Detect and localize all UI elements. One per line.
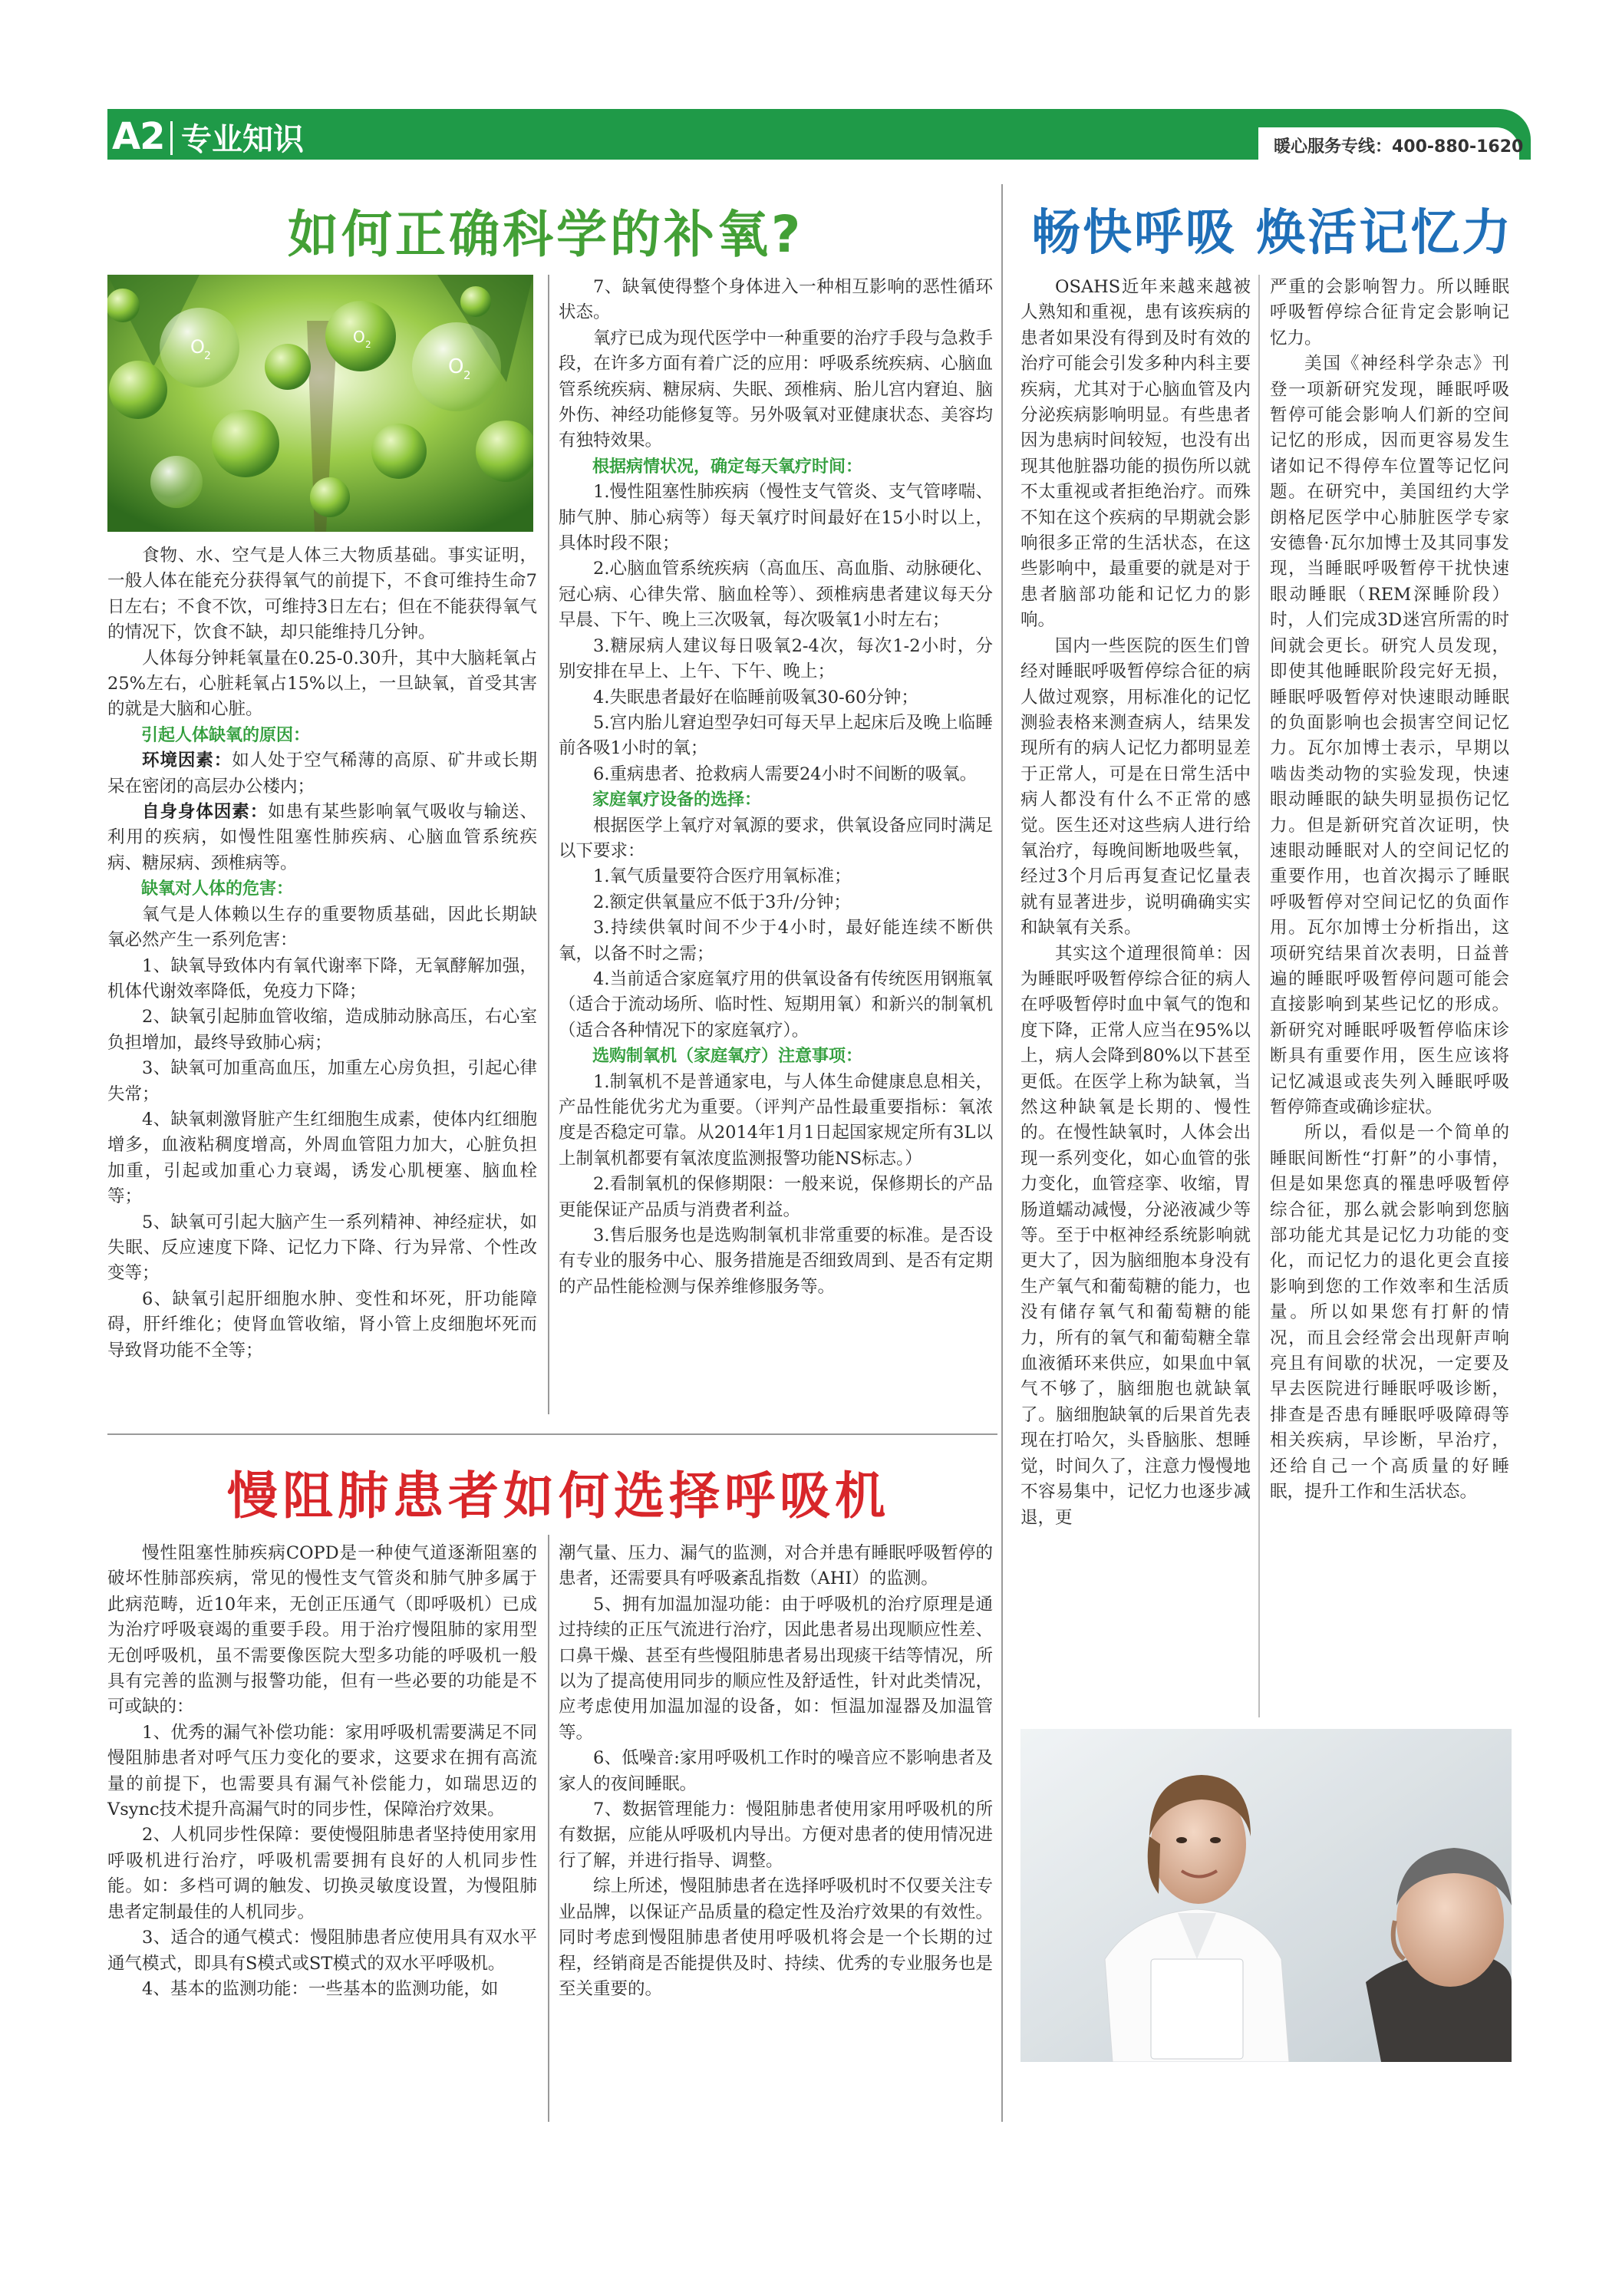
column-divider-a3	[548, 1535, 549, 2122]
label-environment: 环境因素：	[142, 750, 232, 771]
doctor-patient-photo	[1020, 1729, 1512, 2062]
paragraph: 氧气是人体赖以生存的重要物质基础，因此长期缺氧必然产生一系列危害：	[107, 904, 537, 951]
subheading: 缺氧对人体的危害：	[141, 879, 294, 899]
paragraph: 1.慢性阻塞性肺疾病（慢性支气管炎、支气管哮喘、肺气肿、肺心病等）每天氧疗时间最好在15小时以上，具体时段不限；	[559, 482, 993, 554]
paragraph: 慢性阻塞性肺疾病COPD是一种使气道逐渐阻塞的破坏性肺部疾病，常见的慢性支气管炎和肺气肿多属于此病范畴，近10年来，无创正压通气（即呼吸机）已成为治疗呼吸衰竭的重要手段。用于治疗慢阻肺的家用型无创呼吸机，虽不需要像医院大型多功能的呼吸机一般具有完善的监测与报警功能，但有一些必要的功能是不可或缺的：	[107, 1543, 537, 1717]
paragraph: 2、缺氧引起肺血管收缩，造成肺动脉高压，右心室负担增加，最终导致肺心病；	[107, 1007, 537, 1053]
paragraph: 严重的会影响智力。所以睡眠呼吸暂停综合征肯定会影响记忆力。	[1270, 277, 1509, 348]
svg-text:O: O	[353, 328, 365, 346]
paragraph: 其实这个道理很简单：因为睡眠呼吸暂停综合征的病人在呼吸暂停时血中氧气的饱和度下降，正常人应当在95%以上，病人会降到80%以下甚至更低。在医学上称为缺氧，当然这种缺氧是长期的、慢性的。在慢性缺氧时，人体会出现一系列变化，如心血管的张力变化，血管痉挛、收缩，胃肠道蠕动减慢，分泌液减少等等。至于中枢神经系统影响就更大了，因为脑细胞本身没有生产氧气和葡萄糖的能力，也没有储存氧气和葡萄糖的能力，所有的氧气和葡萄糖全靠血液循环来供应，如果血中氧气不够了，脑细胞也就缺氧了。脑细胞缺氧的后果首先表现在打哈欠，头昏脑胀、想睡觉，时间久了，注意力慢慢地不容易集中，记忆力也逐步减退，更	[1020, 943, 1251, 1528]
article1-column1	[107, 543, 537, 1364]
section-title: 专业知识	[181, 122, 304, 157]
paragraph: 5、拥有加温加湿功能：由于呼吸机的治疗原理是通过持续的正压气流进行治疗，因此患者易出现顺应性差、口鼻干燥、甚至有些慢阻肺患者易出现痰干结等情况，所以为了提高使用同步的顺应性及舒适性，针对此类情况，应考虑使用加温加湿的设备，如：恒温加湿器及加温管等。	[559, 1594, 993, 1743]
paragraph: 根据医学上氧疗对氧源的要求，供氧设备应同时满足以下要求：	[559, 815, 993, 861]
label-self: 自身身体因素：	[142, 802, 269, 823]
article3-column2	[559, 1541, 993, 2002]
article2-column1	[1020, 275, 1251, 1531]
page-number: A2	[112, 115, 165, 158]
paragraph: 3.持续供氧时间不少于4小时，最好能连续不断供氧，以备不时之需；	[559, 918, 993, 964]
paragraph: 美国《神经科学杂志》刊登一项新研究发现，睡眠呼吸暂停可能会影响人们新的空间记忆的形成，因而更容易发生诸如记不得停车位置等记忆问题。在研究中，美国纽约大学朗格尼医学中心肺脏医学专家安德鲁·瓦尔加博士及其同事发现，当睡眠呼吸暂停干扰快速眼动睡眠（REM深睡阶段）时，人们完成3D迷宫所需的时间就会更长。研究人员发现，即使其他睡眠阶段完好无损，睡眠呼吸暂停对快速眼动睡眠的负面影响也会损害空间记忆力。瓦尔加博士表示，早期以啮齿类动物的实验发现，快速眼动睡眠的缺失明显损伤记忆力。但是新研究首次证明，快速眼动睡眠对人的空间记忆的重要作用，也首次揭示了睡眠呼吸暂停对空间记忆的负面作用。瓦尔加博士分析指出，这项研究结果首次表明，日益普遍的睡眠呼吸暂停问题可能会直接影响到某些记忆的形成。新研究对睡眠呼吸暂停临床诊断具有重要作用，医生应该将记忆减退或丧失列入睡眠呼吸暂停筛查或确诊症状。	[1270, 354, 1509, 1117]
subheading: 根据病情状况，确定每天氧疗时间：	[592, 456, 863, 477]
paragraph: 2.心脑血管系统疾病（高血压、高血脂、动脉硬化、冠心病、心律失常、脑血栓等）、颈椎病患者建议每天分早晨、下午、晚上三次吸氧，每次吸氧1小时左右；	[559, 559, 993, 631]
paragraph: 1、优秀的漏气补偿功能：家用呼吸机需要满足不同慢阻肺患者对呼气压力变化的要求，这要求在拥有高流量的前提下，也需要具有漏气补偿能力，如瑞思迈的Vsync技术提升高漏气时的同步性，保障治疗效果。	[107, 1722, 537, 1820]
article1-column2	[559, 275, 993, 1300]
paragraph: 3.售后服务也是选购制氧机非常重要的标准。是否设有专业的服务中心、服务措施是否细致周到、是否有定期的产品性能检测与保养维修服务等。	[559, 1226, 993, 1297]
paragraph: 人体每分钟耗氧量在0.25-0.30升，其中大脑耗氧占25%左右，心脏耗氧占15%以上，一旦缺氧，首受其害的就是大脑和心脏。	[107, 648, 537, 720]
paragraph: 4.失眠患者最好在临睡前吸氧30-60分钟；	[593, 687, 918, 708]
paragraph: 6、低噪音:家用呼吸机工作时的噪音应不影响患者及家人的夜间睡眠。	[559, 1748, 993, 1794]
paragraph: 4、基本的监测功能：一些基本的监测功能，如	[142, 1978, 499, 1999]
paragraph: 所以，看似是一个简单的睡眠间断性“打鼾”的小事情，但是如果您真的罹患呼吸暂停综合征，那么就会影响到您脑部功能尤其是记忆力功能的变化，而记忆力的退化更会直接影响到您的工作效率和生活质量。所以如果您有打鼾的情况，而且会经常会出现鼾声响亮且有间歇的状况，一定要及早去医院进行睡眠呼吸诊断，排查是否患有睡眠呼吸障碍等相关疾病，早诊断，早治疗，还给自己一个高质量的好睡眠，提升工作和生活状态。	[1270, 1123, 1509, 1503]
paragraph: 2.额定供氧量应不低于3升/分钟；	[593, 892, 851, 912]
paragraph: 2.看制氧机的保修期限：一般来说，保修期长的产品更能保证产品质与消费者利益。	[559, 1174, 993, 1220]
paragraph: 1.制氧机不是普通家电，与人体生命健康息息相关，产品性能优劣尤为重要。（评判产品性最重要指标：氧浓度是否稳定可靠。从2014年1月1日起国家规定所有3L以上制氧机都要有氧浓度监测报警功能NS标志。）	[559, 1071, 993, 1169]
column-divider-a2	[1258, 275, 1260, 1717]
article-divider	[107, 1433, 997, 1435]
article3-column1	[107, 1541, 537, 2002]
text: 如患有某些影响氧气吸收与输送、利用的疾病，如慢性阻塞性肺疾病、心脑血管系统疾病、糖尿病、颈椎病等。	[107, 802, 537, 873]
svg-text:2: 2	[365, 339, 371, 350]
paragraph: 6.重病患者、抢救病人需要24小时不间断的吸氧。	[593, 764, 978, 784]
paragraph: 国内一些医院的医生们曾经对睡眠呼吸暂停综合征的病人做过观察，用标准化的记忆测验表格来测查病人，结果发现所有的病人记忆力都明显差于正常人，可是在日常生活中病人都没有什么不正常的感觉。医生还对这些病人进行给氧治疗，每晚间断地吸些氧，经过3个月后再复查记忆量表就有显著进步，说明确确实实和缺氧有关系。	[1020, 635, 1251, 939]
paragraph: 1.氧气质量要符合医疗用氧标准；	[593, 866, 852, 887]
article3-title: 慢阻肺患者如何选择呼吸机	[227, 1466, 890, 1526]
subheading: 选购制氧机（家庭氧疗）注意事项：	[592, 1046, 863, 1067]
paragraph: 3、缺氧可加重高血压，加重左心房负担，引起心律失常；	[107, 1058, 537, 1104]
svg-text:O: O	[448, 355, 464, 378]
paragraph: 氧疗已成为现代医学中一种重要的治疗手段与急救手段，在许多方面有着广泛的应用：呼吸系统疾病、心脑血管系统疾病、糖尿病、失眠、颈椎病、胎儿宫内窘迫、脑外伤、神经功能修复等。另外吸氧对亚健康状态、美容均有独特效果。	[559, 328, 993, 451]
paragraph	[107, 748, 537, 800]
service-hotline: 暖心服务专线：400-880-1620	[1274, 137, 1524, 157]
paragraph: 4、缺氧刺激肾脏产生红细胞生成素，使体内红细胞增多，血液粘稠度增高，外周血管阻力加大，心脏负担加重，引起或加重心力衰竭，诱发心肌梗塞、脑血栓等；	[107, 1109, 537, 1207]
subheading: 家庭氧疗设备的选择：	[592, 790, 762, 810]
paragraph: 3、适合的通气模式：慢阻肺患者应使用具有双水平通气模式，即具有S模式或ST模式的双水平呼吸机。	[107, 1928, 537, 1974]
paragraph	[107, 800, 537, 876]
header-separator	[170, 121, 173, 155]
paragraph: 1、缺氧导致体内有氧代谢率下降，无氧酵解加强，机体代谢效率降低，免疫力下降；	[107, 955, 537, 1001]
paragraph: 3.糖尿病人建议每日吸氧2-4次，每次1-2小时，分别安排在早上、上午、下午、晚上；	[559, 635, 993, 682]
paragraph: 4.当前适合家庭氧疗用的供氧设备有传统医用钢瓶氧（适合于流动场所、临时性、短期用氧）和新兴的制氧机（适合各种情况下的家庭氧疗）。	[559, 968, 993, 1041]
oxygen-bubbles-photo	[107, 275, 533, 532]
paragraph: 6、缺氧引起肝细胞水肿、变性和坏死，肝功能障碍，肝纤维化；使肾血管收缩，肾小管上皮细胞坏死而导致肾功能不全等；	[107, 1288, 537, 1361]
svg-text:O: O	[190, 336, 205, 358]
svg-text:2: 2	[463, 368, 471, 382]
paragraph: 7、数据管理能力：慢阻肺患者使用家用呼吸机的所有数据，应能从呼吸机内导出。方便对患者的使用情况进行了解，并进行指导、调整。	[559, 1800, 993, 1871]
paragraph: OSAHS近年来越来越被人熟知和重视，患有该疾病的患者如果没有得到及时有效的治疗可能会引发多种内科主要疾病，尤其对于心脑血管及内分泌疾病影响明显。有些患者因为患病时间较短，也没有出现其他脏器功能的损伤所以就不太重视或者拒绝治疗。而殊不知在这个疾病的早期就会影响很多正常的生活状态，在这些影响中，最重要的就是对于患者脑部功能和记忆力的影响。	[1020, 277, 1251, 631]
paragraph: 2、人机同步性保障：要使慢阻肺患者坚持使用家用呼吸机进行治疗，呼吸机需要拥有良好的人机同步性能。如：多档可调的触发、切换灵敏度设置，为慢阻肺患者定制最佳的人机同步。	[107, 1825, 537, 1922]
subheading: 引起人体缺氧的原因：	[141, 724, 311, 745]
paragraph: 综上所述，慢阻肺患者在选择呼吸机时不仅要关注专业品牌，以保证产品质量的稳定性及治疗效果的有效性。同时考虑到慢阻肺患者使用呼吸机将会是一个长期的过程，经销商是否能提供及时、持续、优秀的专业服务也是至关重要的。	[559, 1876, 993, 1999]
paragraph: 5、缺氧可引起大脑产生一系列精神、神经症状，如失眠、反应速度下降、记忆力下降、行为异常、个性改变等；	[107, 1212, 537, 1284]
paragraph: 潮气量、压力、漏气的监测，对合并患有睡眠呼吸暂停的患者，还需要具有呼吸紊乱指数（AHI）的监测。	[559, 1543, 993, 1589]
paragraph: 7、缺氧使得整个身体进入一种相互影响的恶性循环状态。	[559, 277, 993, 323]
paragraph: 5.宫内胎儿窘迫型孕妇可每天早上起床后及晚上临睡前各吸1小时的氧；	[559, 712, 993, 759]
column-divider-main	[1001, 184, 1003, 2122]
column-divider-a1	[548, 275, 549, 1414]
paragraph: 食物、水、空气是人体三大物质基础。事实证明，一般人体在能充分获得氧气的前提下，不食可维持生命7日左右；不食不饮，可维持3日左右；但在不能获得氧气的情况下，饮食不缺，却只能维持几分钟。	[107, 546, 537, 643]
svg-text:2: 2	[204, 350, 211, 362]
article2-title: 畅快呼吸 焕活记忆力	[1031, 205, 1514, 262]
text: 如人处于空气稀薄的高原、矿井或长期呆在密闭的高层办公楼内；	[107, 750, 537, 797]
article1-title: 如何正确科学的补氧?	[288, 205, 804, 264]
article2-column2	[1270, 275, 1509, 1506]
